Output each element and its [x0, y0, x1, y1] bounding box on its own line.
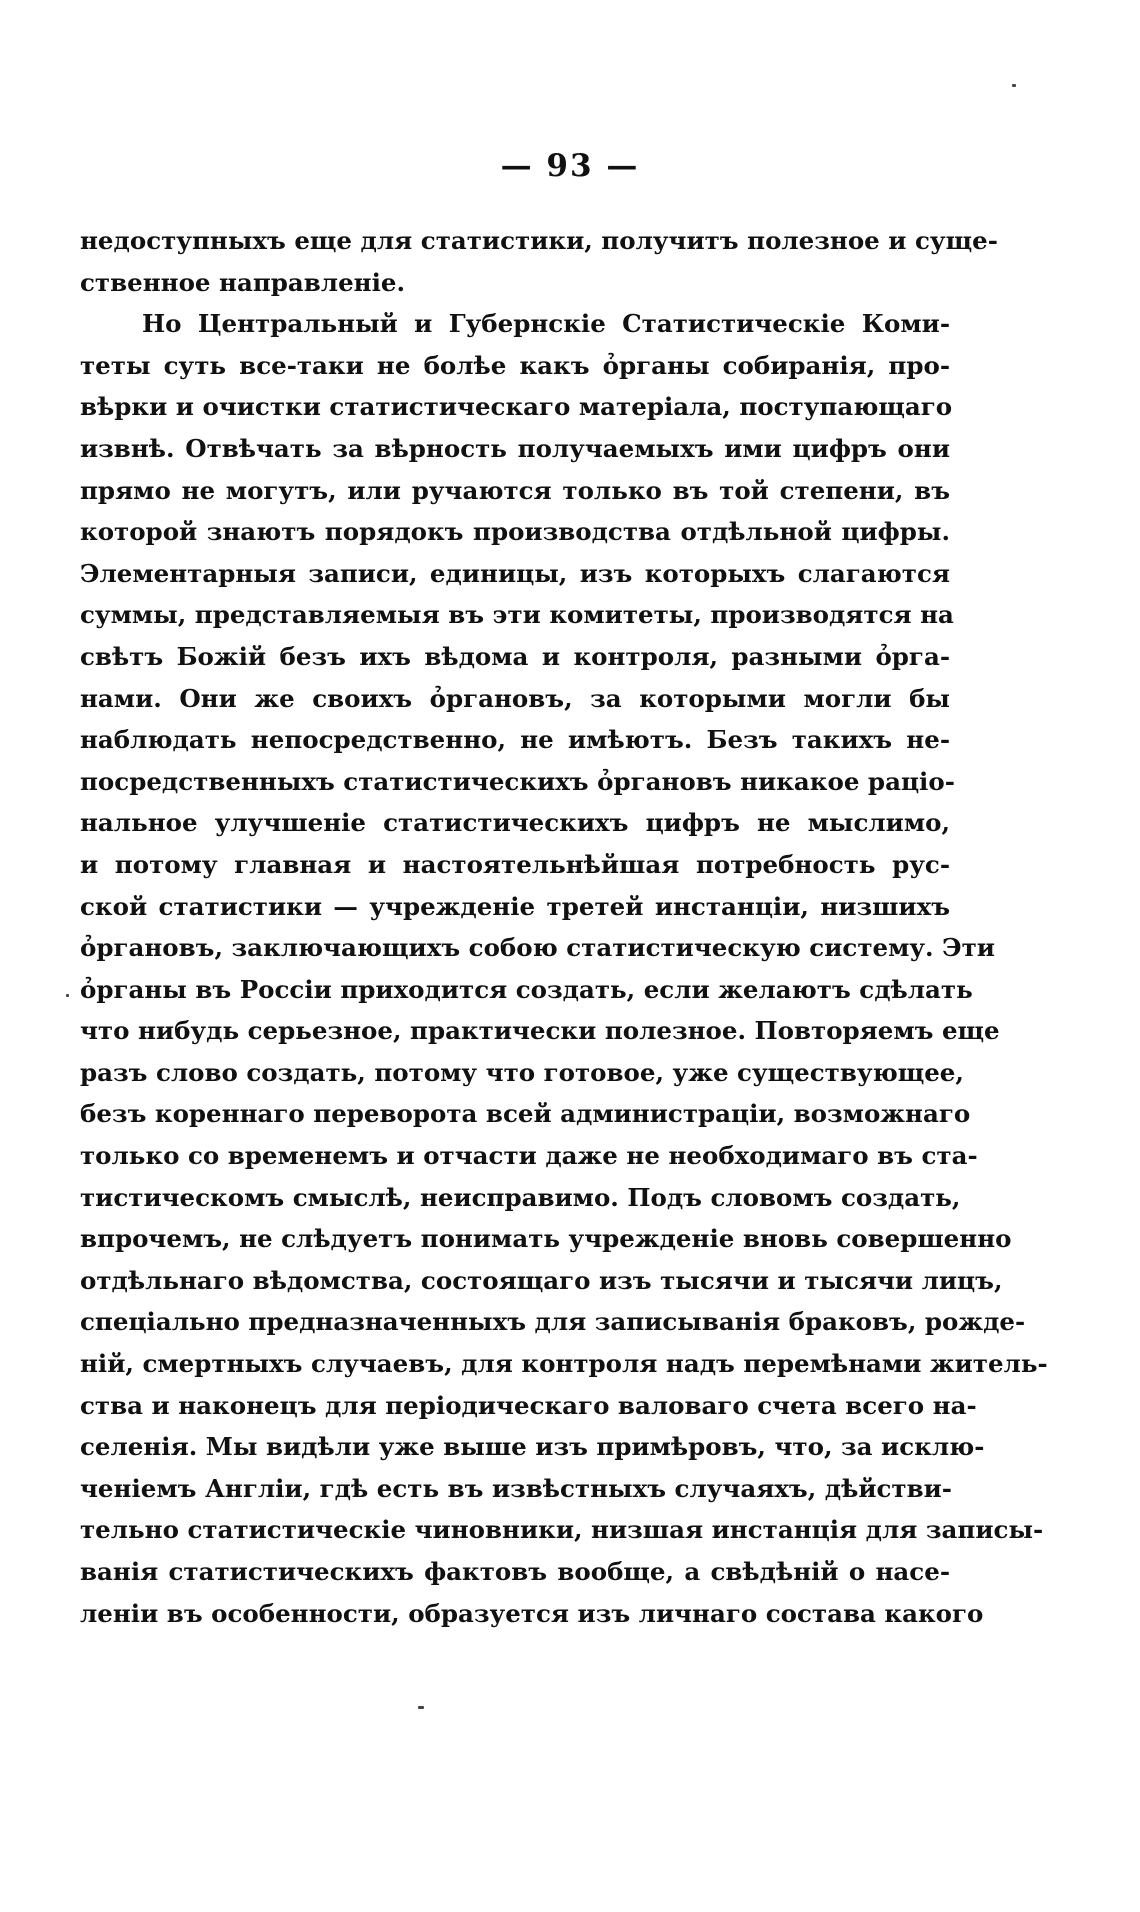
text-line: прямо не могутъ, или ручаются только въ той степени, въ	[80, 475, 950, 505]
text-line: Элементарныя записи, единицы, изъ которыхъ слагаются	[80, 558, 950, 588]
text-line: недоступныхъ еще для статистики, получитъ полезное и суще-	[80, 226, 998, 255]
text-line: ченіемъ Англіи, гдѣ есть въ извѣстныхъ случаяхъ, дѣйстви-	[80, 1473, 952, 1503]
text-line: тистическомъ смыслѣ, неисправимо. Подъ словомъ создать,	[80, 1182, 961, 1212]
text-line: ній, смертныхъ случаевъ, для контроля надъ перемѣнами житель-	[80, 1349, 1048, 1379]
scan-speck	[66, 994, 69, 997]
text-line: свѣтъ Божій безъ ихъ вѣдома и контроля, разными ỏрга-	[80, 641, 950, 671]
text-line: суммы, представляемыя въ эти комитеты, производятся на	[80, 600, 954, 630]
text-line: теты суть все-таки не болѣе какъ ỏрганы собиранія, про-	[80, 350, 950, 380]
text-line: вѣрки и очистки статистическаго матеріала, поступающаго	[80, 392, 953, 422]
text-line: леніи въ особенности, образуется изъ личнаго состава какого	[80, 1598, 984, 1628]
text-line: ỏргановъ, заключающихъ собою статистическую систему. Эти	[80, 933, 995, 963]
text-line: отдѣльнаго вѣдомства, состоящаго изъ тысячи и тысячи лицъ,	[80, 1265, 1003, 1295]
paragraph-start-line: Но Центральный и Губернскіе Статистическіе Коми-	[142, 309, 950, 339]
text-line: которой знаютъ порядокъ производства отдѣльной цифры.	[80, 517, 950, 547]
text-line: извнѣ. Отвѣчать за вѣрность получаемыхъ ими цифръ они	[80, 433, 950, 463]
page-number: — 93 —	[500, 148, 640, 184]
text-line: ственное направленіе.	[80, 267, 406, 297]
text-line: впрочемъ, не слѣдуетъ понимать учрежденіе вновь совершенно	[80, 1224, 1012, 1254]
text-line: и потому главная и настоятельнѣйшая потребность рус-	[80, 849, 950, 879]
text-line: тельно статистическіе чиновники, низшая инстанція для записы-	[80, 1515, 1044, 1545]
scan-speck	[418, 1706, 424, 1709]
text-line: наблюдать непосредственно, не имѣютъ. Безъ такихъ не-	[80, 725, 950, 755]
text-line: посредственныхъ статистическихъ ỏргановъ никакое раціо-	[80, 766, 955, 796]
text-line: ства и наконецъ для періодическаго валоваго счета всего на-	[80, 1390, 977, 1420]
text-line: что нибудь серьезное, практически полезное. Повторяемъ еще	[80, 1016, 1000, 1046]
text-line: селенія. Мы видѣли уже выше изъ примѣровъ, что, за исклю-	[80, 1432, 985, 1462]
text-line: нальное улучшеніе статистическихъ цифръ не мыслимо,	[80, 808, 950, 838]
body-text	[80, 220, 1048, 1634]
text-line: ской статистики — учрежденіе третей инстанціи, низшихъ	[80, 891, 950, 921]
text-line: ванія статистическихъ фактовъ вообще, а свѣдѣній о насе-	[80, 1557, 950, 1586]
text-line: спеціально предназначенныхъ для записыванія браковъ, рожде-	[80, 1307, 1026, 1337]
text-line: только со временемъ и отчасти даже не необходимаго въ ста-	[80, 1141, 978, 1171]
text-line: ỏрганы въ Россіи приходится создать, если желаютъ сдѣлать	[80, 974, 973, 1004]
text-line: разъ слово создать, потому что готовое, уже существующее,	[80, 1057, 964, 1087]
scan-speck	[1012, 84, 1016, 87]
text-line: безъ кореннаго переворота всей администраціи, возможнаго	[80, 1099, 971, 1129]
text-line: нами. Они же своихъ ỏргановъ, за которыми могли бы	[80, 683, 950, 713]
